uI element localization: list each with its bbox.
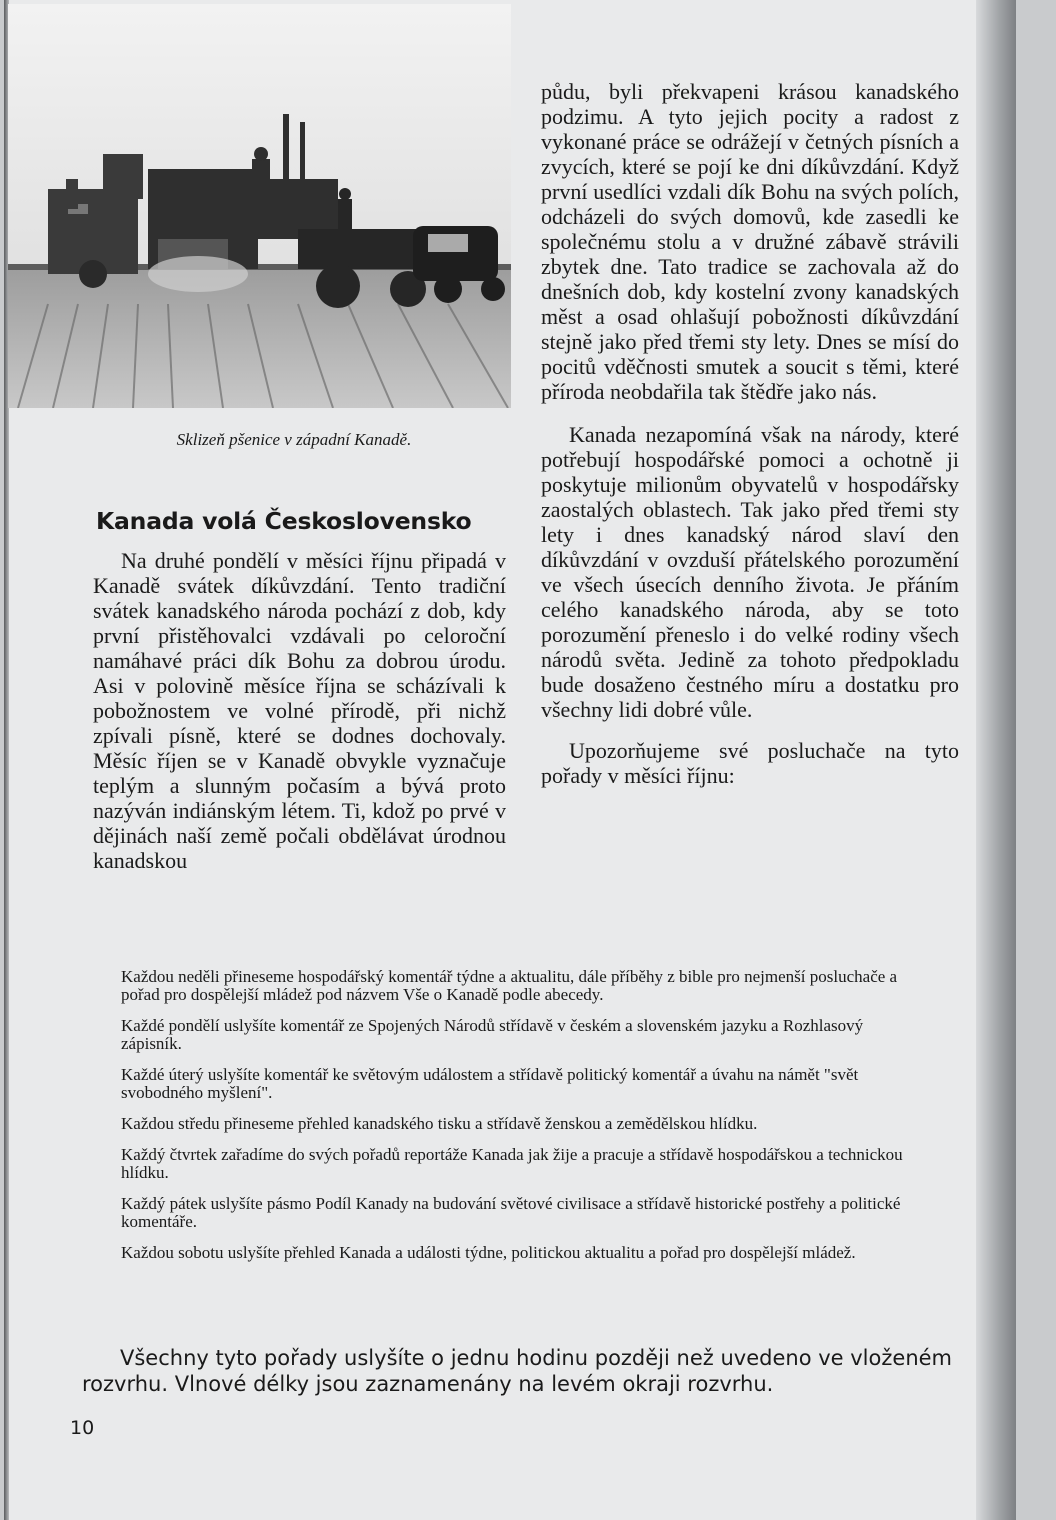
right-column [541, 79, 959, 788]
wheat-harvest-photo [8, 4, 511, 408]
program-wednesday: Každou středu přineseme přehled kanadského tisku a střídavě ženskou a zemědělskou hlídku. [121, 1114, 758, 1133]
article-heading: Kanada volá Československo [96, 507, 472, 535]
program-saturday: Každou sobotu uslyšíte přehled Kanada a události týdne, politickou aktualitu a pořad pro dospělejší mládež. [121, 1243, 856, 1262]
left-column [93, 548, 506, 873]
left-column-paragraph: Na druhé pondělí v měsíci říjnu připadá v Kanadě svátek díkůvzdání. Tento tradiční svátek kanadského národa pochází z dob, kdy první přistěhovalci vzdávali po celoroční namáhavé práci dík Bohu za dobrou úrodu. Asi v polovině měsíce října se scházívali k pobožnostem ve volné přírodě, při nichž zpívali písně, které se dodnes dochovaly. Měsíc říjen se v Kanadě obvykle vyznačuje teplým a slunným počasím a bývá proto nazýván indiánským létem. Ti, kdož po prvé v dějinách naší země počali obdělávat úrodnou kanadskou [93, 548, 506, 873]
closing-note [82, 1345, 952, 1397]
program-friday: Každý pátek uslyšíte pásmo Podíl Kanady na budování světové civilisace a střídavě historické postřehy a politické komentáře. [121, 1194, 901, 1231]
photo-caption: Sklizeň pšenice v západní Kanadě. [176, 430, 412, 449]
right-column-continuation: půdu, byli překvapeni krásou kanadského podzimu. A tyto jejich pocity a radost z vykonané práce se odrážejí v četných písních a zvycích, které se pojí ke dni díkůvzdání. Když první usedlíci vzdali dík Bohu na svých polích, odcházeli do svých domovů, kde zasedli ke společnému stolu a v družné zábavě strávili zbytek dne. Tato tradice se zachovala až do dnešních dob, kdy kostelní zvony kanadských měst a osad ohlašují pobožnosti díkůvzdání stejně jako před třemi sty lety. Dnes se mísí do pocitů vděčnosti smutek a soucit s těmi, které příroda neobdařila tak štědře jako nás. [541, 79, 959, 404]
right-column-paragraph-3: Upozorňujeme své posluchače na tyto pořady v měsíci říjnu: [541, 738, 959, 788]
page-number: 10 [70, 1417, 95, 1439]
document-page [4, 0, 1016, 1520]
right-column-paragraph-2: Kanada nezapomíná však na národy, které potřebují hospodářské pomoci a ochotně ji poskytuje milionům obyvatelů v hospodářsky zaostalých oblastech. Tak jako před třemi sty lety i dnes kanadský národ slaví den díkůvzdání v ovzduší přátelského porozumění ve všech úsecích denního života. Je přáním celého kanadského národa, aby se toto porozumění přeneslo i do velké rodiny všech národů světa. Jedině za tohoto předpokladu bude dosaženo čestného míru a dostatku pro všechny lidi dobré vůle. [541, 422, 959, 722]
program-monday: Každé pondělí uslyšíte komentář ze Spojených Národů střídavě v českém a slovenském jazyku a Rozhlasový zápisník. [121, 1016, 864, 1053]
program-sunday: Každou neděli přineseme hospodářský komentář týdne a aktualitu, dále příběhy z bible pro nejmenší posluchače a pořad pro dospělejší mládež pod názvem Vše o Kanadě podle abecedy. [121, 967, 898, 1004]
closing-text: Všechny tyto pořady uslyšíte o jednu hodinu později než uvedeno ve vloženém rozvrhu. Vlnové délky jsou zaznamenány na levém okraji rozvrhu. [82, 1346, 952, 1396]
program-thursday: Každý čtvrtek zařadíme do svých pořadů reportáže Kanada jak žije a pracuje a střídavě hospodářskou a technickou hlídku. [121, 1145, 903, 1182]
page-edge [976, 0, 1016, 1520]
program-tuesday: Každé úterý uslyšíte komentář ke světovým událostem a střídavě politický komentář a úvahu na námět "svět svobodného myšlení". [121, 1065, 859, 1102]
program-schedule-list [86, 968, 924, 1275]
